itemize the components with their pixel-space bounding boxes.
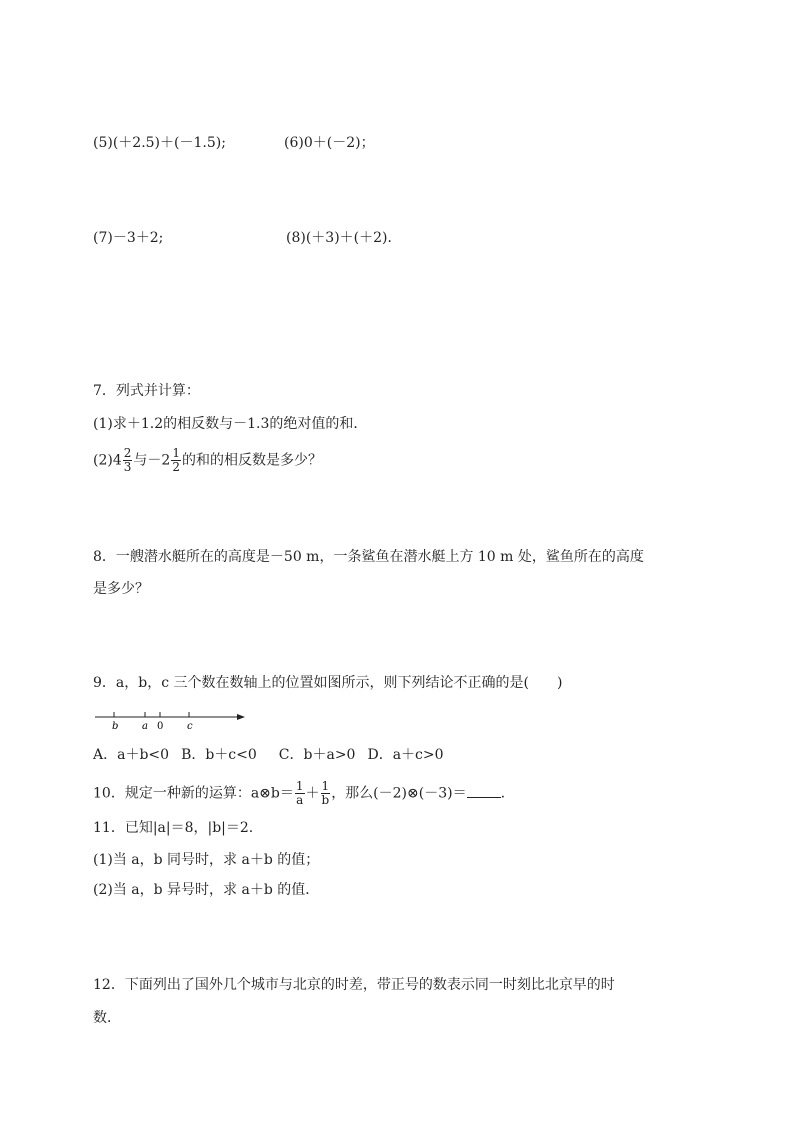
fraction-denominator: a [296, 793, 304, 807]
q10-suffix: . [500, 785, 506, 802]
q7-sub2 [93, 447, 322, 474]
q8-line2: 是多少？ [93, 581, 149, 597]
q11-sub2: (2)当 a，b 异号时，求 a＋b 的值． [93, 882, 320, 898]
q7-sub2-mid: 与－2 [133, 452, 171, 469]
fraction-one-half [171, 447, 181, 474]
q9-option-a: A．a＋b<0 [93, 747, 170, 763]
fraction-one-over-a [295, 780, 305, 807]
q8-line1: 8．一艘潜水艇所在的高度是－50 m，一条鲨鱼在潜水艇上方 10 m 处，鲨鱼所在的高度 [93, 549, 644, 565]
fraction-numerator: 1 [172, 446, 180, 460]
problem-8: (8)(＋3)＋(＋2)． [286, 230, 402, 246]
answer-blank [467, 785, 501, 798]
q7-sub1: (1)求＋1.2的相反数与－1.3的绝对值的和． [93, 416, 368, 432]
q12-line1: 12．下面列出了国外几个城市与北京的时差，带正号的数表示同一时刻比北京早的时 [93, 977, 615, 993]
q10-line [93, 780, 505, 807]
q7-sub2-prefix: (2)4 [93, 452, 122, 469]
fraction-numerator: 1 [295, 779, 304, 793]
fraction-numerator: 1 [321, 779, 330, 793]
problem-5: (5)(＋2.5)＋(－1.5); [93, 135, 226, 151]
fraction-two-thirds [123, 447, 133, 474]
problem-6: (6)0＋(－2)； [284, 135, 375, 151]
q7-title: 7．列式并计算： [93, 383, 200, 399]
fraction-numerator: 2 [123, 446, 132, 460]
q9-option-d: D．a＋c>0 [367, 747, 444, 763]
fraction-one-over-b [321, 780, 331, 807]
fraction-denominator: 2 [172, 460, 180, 474]
axis-label-zero: 0 [157, 721, 164, 732]
q9-option-c: C．b＋a>0 [278, 747, 356, 763]
q10-prefix: 10．规定一种新的运算：a⊗b＝ [93, 785, 294, 802]
axis-label-b: b [112, 721, 119, 732]
axis-label-c: c [187, 721, 193, 732]
q12-line2: 数． [93, 1010, 121, 1026]
q10-plus: ＋ [305, 785, 320, 802]
fraction-denominator: b [321, 793, 330, 807]
q9-option-b: B．b＋c<0 [181, 747, 257, 763]
q9-options [93, 745, 444, 765]
fraction-denominator: 3 [123, 460, 132, 474]
q7-sub2-suffix: 的和的相反数是多少？ [181, 452, 322, 469]
q11-title: 11．已知|a|＝8，|b|＝2. [93, 820, 254, 836]
problem-7: (7)－3＋2; [93, 230, 164, 246]
q9-stem: 9．a，b，c 三个数在数轴上的位置如图所示，则下列结论不正确的是( ) [93, 675, 563, 691]
axis-label-a: a [142, 721, 148, 732]
number-line-figure [93, 707, 253, 733]
q10-mid: ，那么(－2)⊗(－3)＝ [331, 785, 467, 802]
number-line-arrow [237, 714, 245, 720]
q11-sub1: (1)当 a，b 同号时，求 a＋b 的值； [93, 852, 320, 868]
